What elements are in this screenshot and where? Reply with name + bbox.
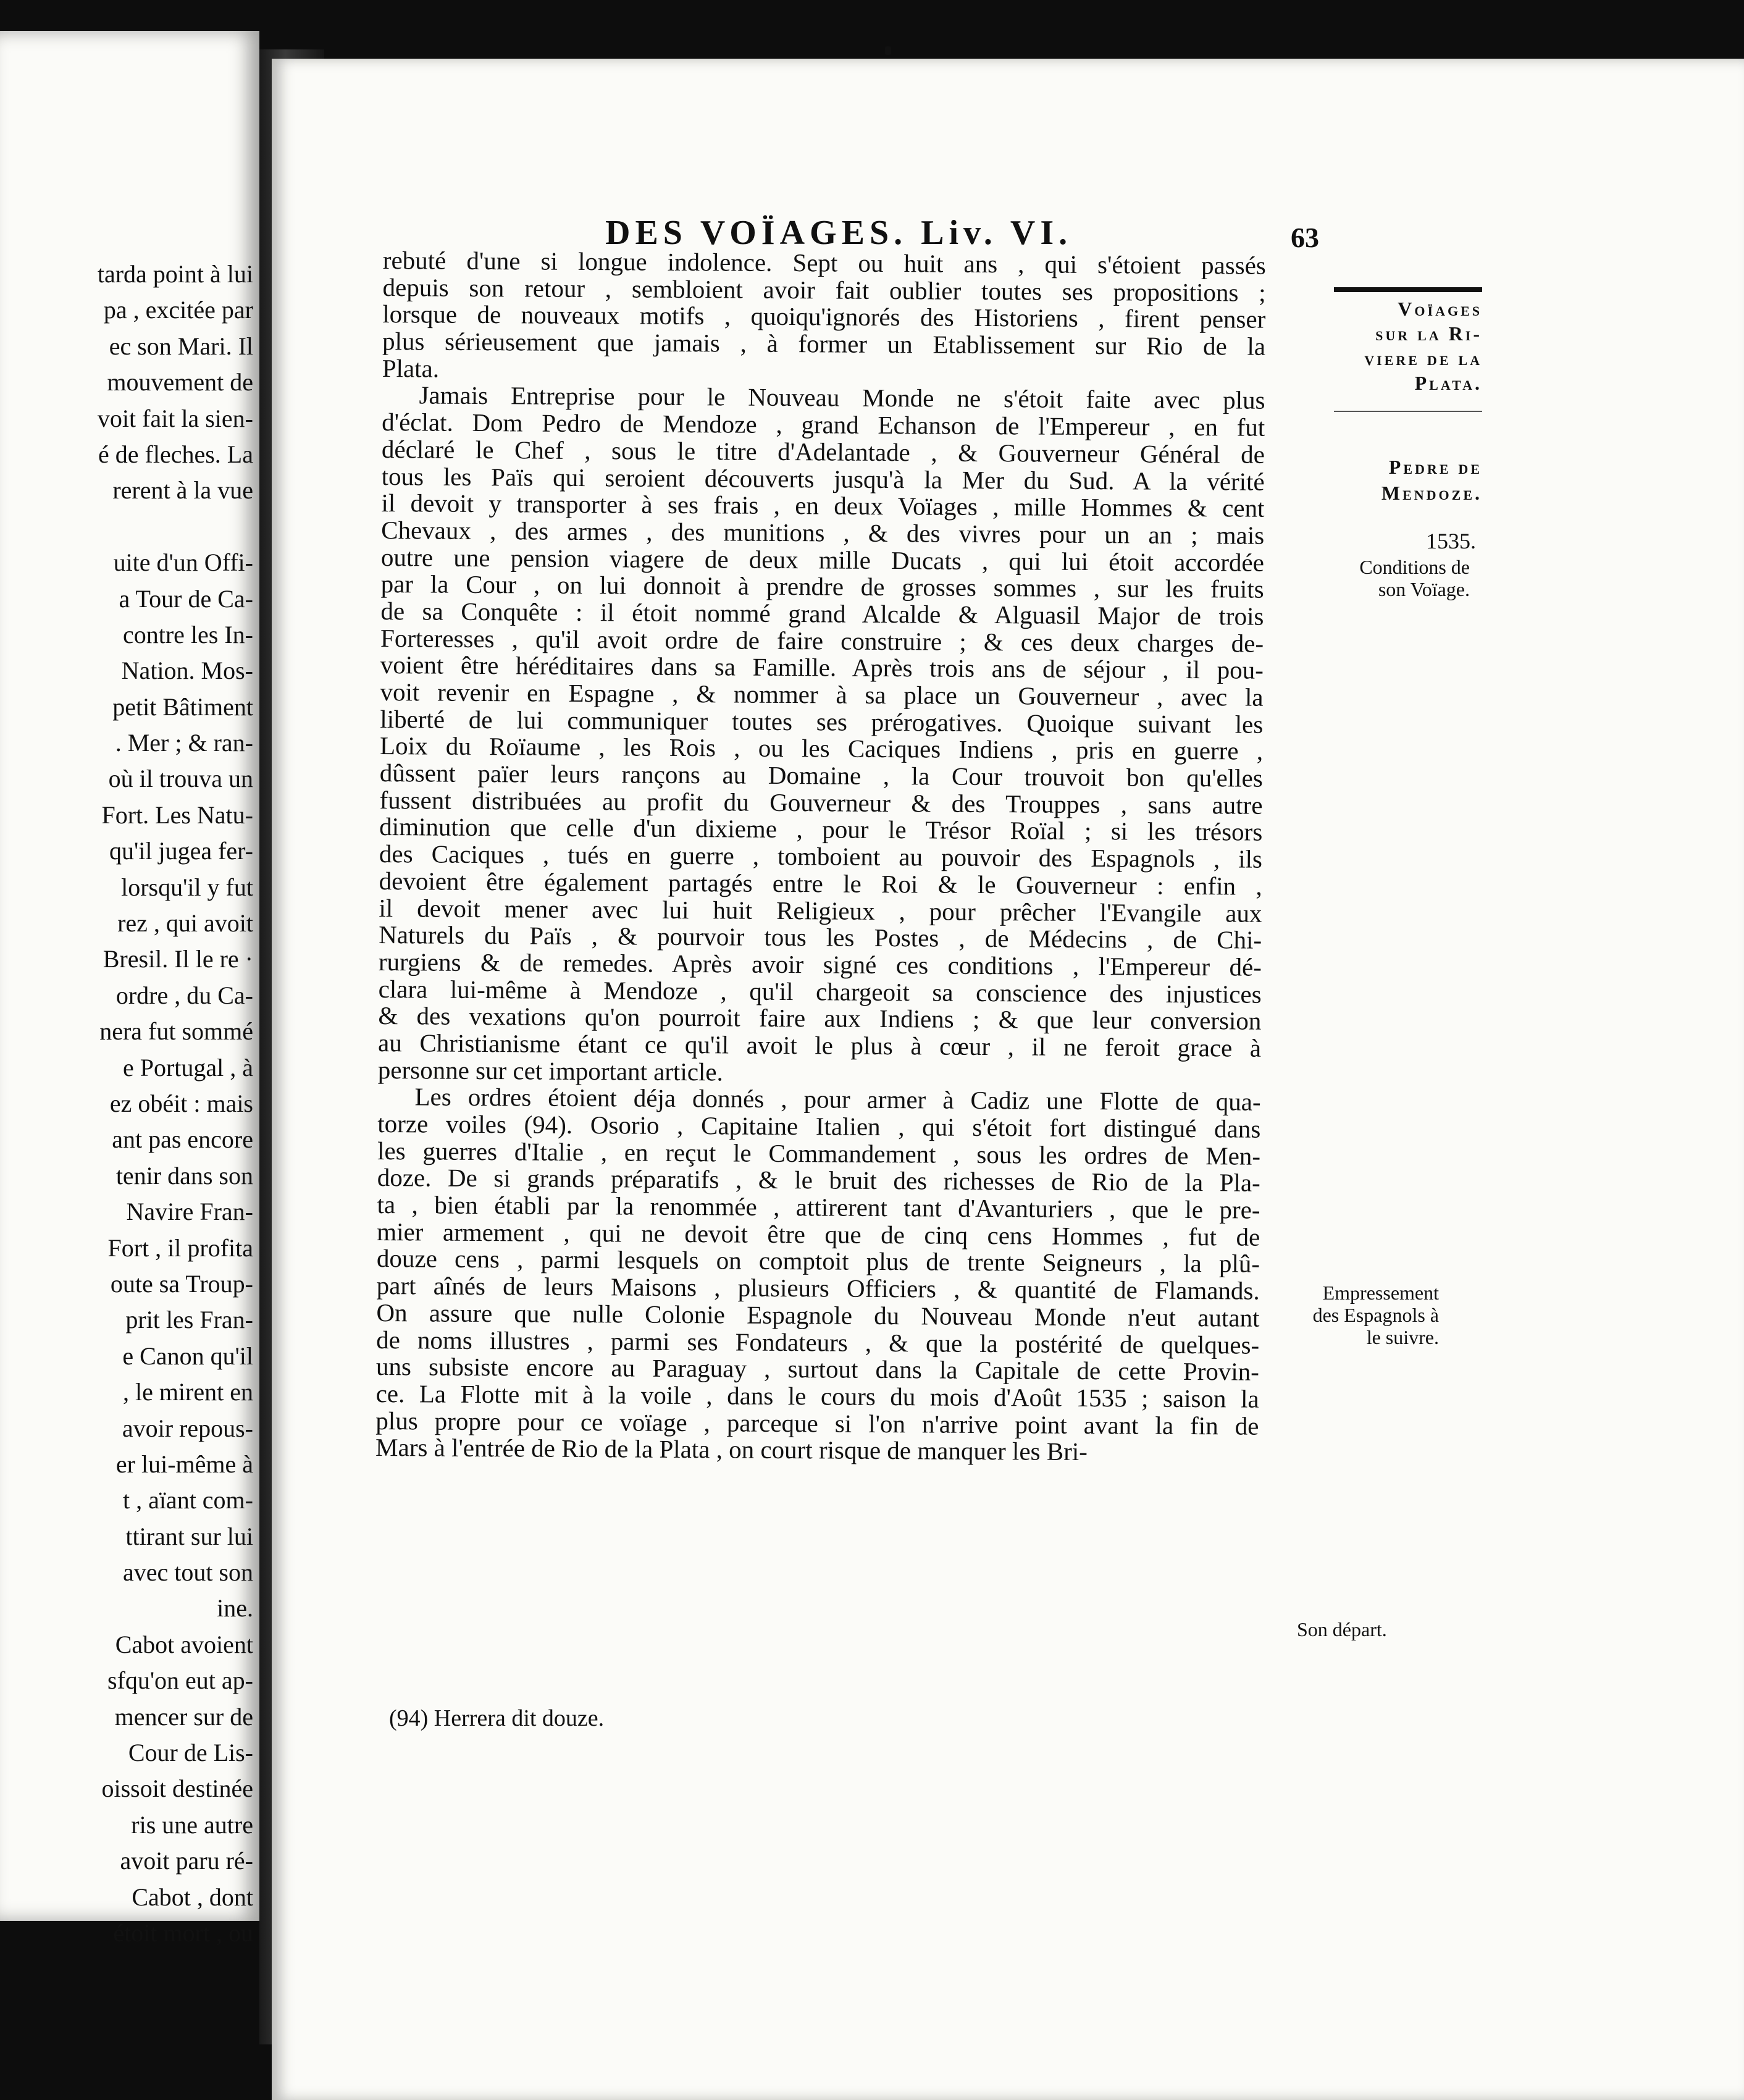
- margin-title-line: Voïages: [1398, 298, 1482, 320]
- left-page-line: lorsqu'il y fut: [121, 873, 253, 901]
- left-page-line: e Canon qu'il: [122, 1342, 253, 1370]
- footnote: (94) Herrera dit douze.: [389, 1705, 605, 1731]
- left-page-line: étoit mort , ou: [113, 1918, 253, 1947]
- margin-empressement-line: le suivre.: [1366, 1326, 1439, 1348]
- left-page-line: t , aïant com-: [122, 1486, 253, 1514]
- text-line: Jamais Entreprise pour le Nouveau Monde ne s'étoit faite avec plus: [419, 380, 1265, 415]
- text-line: lorsque de nouveaux motifs , quoiqu'ignorés des Historiens , firent penser: [382, 300, 1266, 334]
- margin-empressement-line: des Espagnols à: [1312, 1304, 1439, 1326]
- text-line: Forteresses , qu'il avoit ordre de faire construire ; & ces deux charges de-: [380, 623, 1264, 658]
- text-line: On assure que nulle Colonie Espagnole du Nouveau Monde n'eut autant: [376, 1298, 1260, 1332]
- left-page-line: er lui-même à: [115, 1450, 253, 1478]
- left-page-line: petit Bâtiment: [112, 692, 253, 721]
- left-page-line: qu'il jugea fer-: [109, 837, 253, 865]
- text-line: déclaré le Chef , sous le titre d'Adelantade , & Gouverneur Général de: [381, 434, 1265, 469]
- left-page-line: nera fut sommé: [99, 1017, 253, 1046]
- text-line: douze cens , parmi lesquels on comptoit plus de trente Seigneurs , la plû-: [376, 1244, 1260, 1279]
- left-page-text: [0, 256, 253, 1951]
- running-head: DES VOÏAGES. Liv. VI.: [605, 214, 1073, 252]
- left-page-line: [0, 509, 253, 545]
- text-line: Loix du Roïaume , les Rois , ou les Caciques Indiens , pris en guerre ,: [379, 731, 1264, 766]
- left-page-line: e Portugal , à: [122, 1053, 253, 1082]
- left-page-line: ris une autre: [131, 1810, 253, 1839]
- left-page-line: pa , excitée par: [103, 296, 253, 324]
- text-line: de noms illustres , parmi ses Fondateurs , & que la postérité de quelques-: [376, 1325, 1260, 1359]
- text-line: plus propre pour ce voïage , parceque si l'on n'arrive point avant la fin de: [375, 1406, 1259, 1440]
- left-page-line: ttirant sur lui: [125, 1522, 253, 1550]
- left-page-line: oissoit destinée: [101, 1774, 253, 1803]
- left-page-line: rez , qui avoit: [117, 909, 253, 938]
- text-line: depuis son retour , sembloient avoir fait oublier toutes ses propositions ;: [382, 272, 1266, 307]
- text-line: ta , bien établi par la renommée , attirerent tant d'Avanturiers , que le pre-: [377, 1190, 1260, 1224]
- left-page: [0, 31, 259, 1947]
- text-line: doze. De si grands préparatifs , & le bruit des richesses de Rio de la Pla-: [377, 1163, 1260, 1198]
- margin-note-depart: Son départ.: [1297, 1618, 1387, 1640]
- text-line: diminution que celle d'un dixieme , pour le Trésor Roïal ; si les trésors: [379, 812, 1263, 847]
- left-page-line: Fort. Les Natu-: [101, 800, 253, 829]
- left-page-line: , le mirent en: [122, 1378, 253, 1406]
- left-page-line: ec son Mari. Il: [109, 332, 253, 360]
- margin-note-conditions: [1322, 556, 1470, 600]
- left-page-line: mencer sur de: [114, 1702, 253, 1731]
- text-line: rebuté d'une si longue indolence. Sept ou huit ans , qui s'étoient passés: [382, 246, 1266, 280]
- margin-note-pedre: [1328, 454, 1482, 506]
- left-page-line: prit les Fran-: [125, 1306, 253, 1334]
- left-page-line: Navire Fran-: [126, 1198, 253, 1226]
- text-line: liberté de lui communiquer toutes ses prérogatives. Quoique suivant les: [380, 704, 1264, 739]
- text-line: uns subsiste encore au Paraguay , surtout dans la Capitale de cette Provin-: [375, 1352, 1260, 1386]
- text-line: Mars à l'entrée de Rio de la Plata , on court risque de manquer les Bri-: [375, 1433, 1088, 1466]
- text-line: ce. La Flotte mit à la voile , dans le cours du mois d'Août 1535 ; saison la: [375, 1379, 1259, 1413]
- left-page-line: contre les In-: [122, 620, 253, 649]
- left-page-line: mouvement de: [107, 368, 253, 397]
- text-line: outre une pension viagere de deux mille Ducats , qui lui étoit accordée: [380, 542, 1265, 577]
- text-line: fussent distribuées au profit du Gouverneur & des Trouppes , sans autre: [379, 785, 1263, 820]
- text-line: Naturels du Païs , & pourvoir tous les Postes , de Médecins , de Chi-: [379, 920, 1262, 954]
- margin-rule: [1334, 287, 1482, 292]
- page-number: 63: [1291, 222, 1319, 253]
- text-line: de sa Conquête : il étoit nommé grand Alcalde & Alguasil Major de trois: [380, 596, 1264, 631]
- text-line: devoient être également partagés entre le Roi & le Gouverneur : enfin ,: [379, 866, 1262, 901]
- text-line: des Caciques , tués en guerre , tomboient au pouvoir des Espagnols , ils: [379, 839, 1263, 873]
- margin-title-line: viere de la: [1364, 347, 1482, 369]
- text-line: il devoit y transporter à ses frais , en deux Voïages , mille Hommes & cent: [381, 489, 1265, 523]
- left-page-line: Bresil. Il le re ·: [103, 945, 253, 973]
- main-text: [375, 247, 1266, 1467]
- text-line: d'éclat. Dom Pedro de Mendoze , grand Echanson de l'Empereur , en fut: [382, 408, 1265, 442]
- left-page-line: où il trouva un: [108, 765, 253, 793]
- left-page-line: é de fleches. La: [98, 440, 253, 468]
- margin-empressement-line: Empressement: [1322, 1282, 1439, 1304]
- left-page-line: ez obéit : mais: [109, 1089, 253, 1117]
- text-line: torze voiles (94). Osorio , Capitaine Italien , qui s'étoit fort distingué dans: [377, 1109, 1261, 1143]
- margin-note-empressement: [1291, 1282, 1439, 1348]
- left-page-line: uite d'un Offi-: [113, 548, 253, 577]
- text-line: personne sur cet important article.: [377, 1055, 723, 1086]
- text-line: Les ordres étoient déja donnés , pour armer à Cadiz une Flotte de qua-: [414, 1082, 1261, 1117]
- left-page-line: avoir repous-: [122, 1414, 253, 1442]
- text-line: par la Cour , on lui donnoit à prendre de grosses sommes , sur les fruits: [380, 569, 1264, 603]
- text-line: il devoit mener avec lui huit Religieux , pour prêcher l'Evangile aux: [379, 893, 1262, 928]
- left-page-line: tenir dans son: [115, 1161, 253, 1190]
- margin-title: [1334, 296, 1482, 395]
- left-page-line: avoit paru ré-: [120, 1847, 253, 1875]
- binding-mark-icon: [885, 46, 891, 55]
- left-page-line: sfqu'on eut ap-: [107, 1666, 253, 1695]
- text-line: voit revenir en Espagne , & nommer à sa place un Gouverneur , avec la: [380, 677, 1264, 712]
- text-line: plus sérieusement que jamais , à former un Etablissement sur Rio de la: [382, 327, 1266, 361]
- margin-title-line: Plata.: [1414, 372, 1482, 394]
- margin-pedre-line: Mendoze.: [1381, 482, 1482, 504]
- text-line: voient être héréditaires dans sa Famille. Après trois ans de séjour , il pou-: [380, 650, 1264, 685]
- text-line: clara lui-même à Mendoze , qu'il chargeoit sa conscience des injustices: [378, 974, 1262, 1009]
- left-page-line: Cour de Lis-: [128, 1739, 253, 1767]
- left-page-line: Cabot , dont: [132, 1883, 253, 1911]
- margin-pedre-line: Pedre de: [1388, 456, 1482, 478]
- margin-title-line: sur la Ri-: [1375, 322, 1482, 345]
- margin-rule-thin: [1334, 411, 1482, 412]
- text-line: les guerres d'Italie , en reçut le Commandement , sous les ordres de Men-: [377, 1136, 1261, 1170]
- left-page-line: oute sa Troup-: [110, 1269, 253, 1298]
- text-line: & des vexations qu'on pourroit faire aux Indiens ; & que leur conversion: [378, 1001, 1262, 1035]
- left-page-line: . Mer ; & ran-: [115, 729, 253, 757]
- left-page-line: ine.: [217, 1594, 253, 1623]
- margin-conditions-line: Conditions de: [1359, 556, 1470, 578]
- text-line: rurgiens & de remedes. Après avoir signé ces conditions , l'Empereur dé-: [378, 947, 1262, 981]
- margin-year: 1535.: [1426, 529, 1476, 553]
- left-page-line: a Tour de Ca-: [119, 584, 253, 613]
- text-line: mier armement , qui ne devoit être que de cinq cens Hommes , fut de: [377, 1217, 1260, 1251]
- text-line: dûssent païer leurs rançons au Domaine , la Cour trouvoit bon qu'elles: [379, 758, 1263, 792]
- text-line: Chevaux , des armes , des munitions , & des vivres pour un an ; mais: [381, 515, 1265, 550]
- text-line: Plata.: [382, 353, 440, 383]
- text-line: au Christianisme étant ce qu'il avoit le plus à cœur , il ne feroit grace à: [377, 1028, 1262, 1062]
- margin-conditions-line: son Voïage.: [1378, 578, 1470, 600]
- text-line: part aînés de leurs Maisons , plusieurs Officiers , & quantité de Flamands.: [376, 1271, 1260, 1305]
- left-page-line: voit fait la sien-: [97, 404, 253, 432]
- left-page-line: ant pas encore: [112, 1125, 253, 1154]
- left-page-line: Nation. Mos-: [121, 657, 253, 685]
- left-page-line: ordre , du Ca-: [115, 981, 253, 1009]
- left-page-line: tarda point à lui: [97, 260, 253, 288]
- left-page-line: rerent à la vue: [112, 476, 253, 505]
- left-page-line: Cabot avoient: [115, 1630, 253, 1658]
- text-line: tous les Païs qui seroient découverts jusqu'à la Mer du Sud. A la vérité: [381, 461, 1265, 496]
- left-page-line: avec tout son: [122, 1558, 253, 1587]
- left-page-line: Fort , il profita: [107, 1233, 253, 1262]
